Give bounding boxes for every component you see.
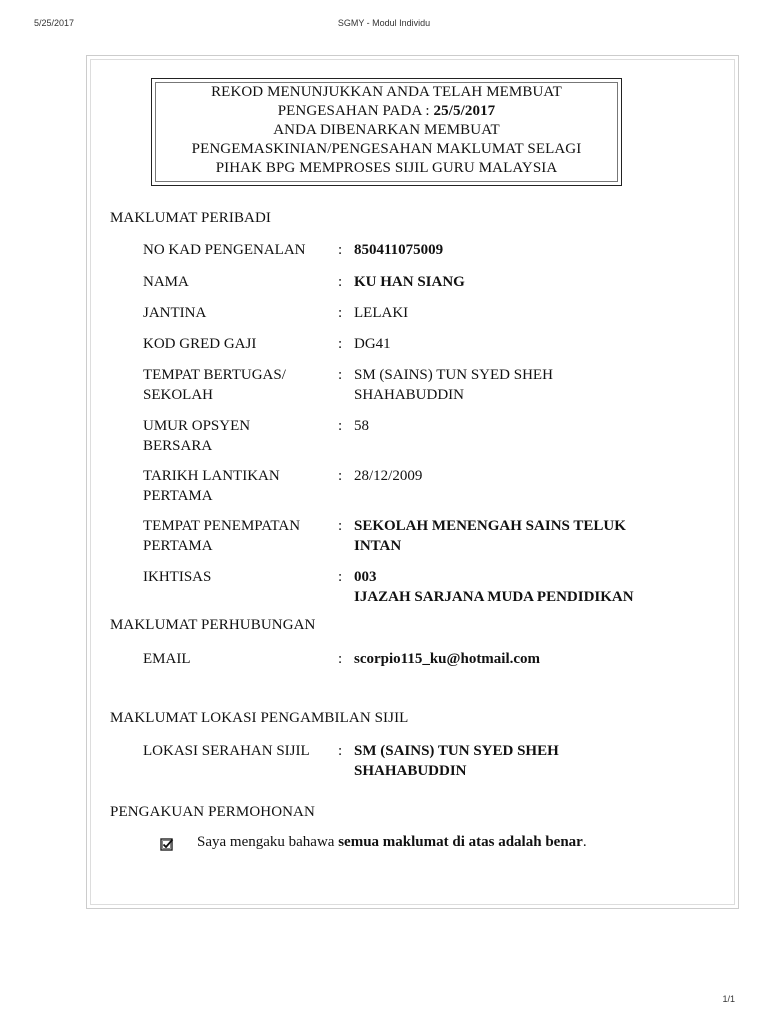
notice-line-3: ANDA DIBENARKAN MEMBUAT — [273, 122, 500, 138]
notice-line-4: PENGEMASKINIAN/PENGESAHAN MAKLUMAT SELAGI — [191, 141, 582, 157]
field-value: SM (SAINS) TUN SYED SHEH SHAHABUDDIN — [354, 743, 559, 779]
field-label: UMUR OPSYEN BERSARA — [143, 418, 251, 454]
print-title: SGMY - Modul Individu — [337, 18, 431, 28]
field-label: JANTINA — [143, 305, 207, 321]
notice-line-5: PIHAK BPG MEMPROSES SIJIL GURU MALAYSIA — [215, 160, 558, 176]
field-label: NO KAD PENGENALAN — [143, 242, 306, 258]
field-label: TEMPAT BERTUGAS/ SEKOLAH — [143, 367, 286, 403]
declaration-text: Saya mengaku bahawa semua maklumat di atas adalah benar. — [197, 834, 587, 850]
field-label: TARIKH LANTIKAN PERTAMA — [143, 468, 280, 504]
field-value: 58 — [354, 418, 369, 434]
field-label: KOD GRED GAJI — [143, 336, 257, 352]
field-value: SEKOLAH MENENGAH SAINS TELUK INTAN — [354, 518, 626, 554]
field-value: 28/12/2009 — [354, 468, 423, 484]
field-value: 850411075009 — [354, 242, 444, 258]
colon: : — [338, 743, 343, 759]
notice-line-1: REKOD MENUNJUKKAN ANDA TELAH MEMBUAT — [211, 84, 562, 100]
section-maklumat-peribadi: MAKLUMAT PERIBADI — [110, 210, 272, 226]
field-label: EMAIL — [143, 651, 191, 667]
print-page-number: 1/1 — [722, 994, 735, 1004]
field-value: DG41 — [354, 336, 391, 352]
field-value: LELAKI — [354, 305, 409, 321]
colon: : — [338, 418, 343, 434]
colon: : — [338, 336, 343, 352]
field-label: LOKASI SERAHAN SIJIL — [143, 743, 310, 759]
field-value: KU HAN SIANG — [354, 274, 465, 290]
field-value: scorpio115_ku@hotmail.com — [354, 651, 541, 667]
field-label: IKHTISAS — [143, 569, 212, 585]
colon: : — [338, 367, 343, 383]
print-date: 5/25/2017 — [34, 18, 75, 28]
field-label: TEMPAT PENEMPATAN PERTAMA — [143, 518, 301, 554]
colon: : — [338, 518, 343, 534]
section-maklumat-lokasi: MAKLUMAT LOKASI PENGAMBILAN SIJIL — [110, 710, 409, 726]
colon: : — [338, 569, 343, 585]
declaration-bold-text: semua maklumat di atas adalah benar — [338, 834, 583, 850]
notice-date: 25/5/2017 — [433, 103, 496, 119]
checkbox-checked-icon[interactable] — [160, 837, 174, 851]
section-pengakuan-permohonan: PENGAKUAN PERMOHONAN — [110, 804, 315, 820]
section-maklumat-perhubungan: MAKLUMAT PERHUBUNGAN — [110, 617, 316, 633]
field-value: 003 IJAZAH SARJANA MUDA PENDIDIKAN — [354, 569, 634, 605]
colon: : — [338, 651, 343, 667]
field-value: SM (SAINS) TUN SYED SHEH SHAHABUDDIN — [354, 367, 553, 403]
notice-line-2: PENGESAHAN PADA : 25/5/2017 — [277, 103, 496, 119]
colon: : — [338, 305, 343, 321]
colon: : — [338, 468, 343, 484]
notice-box — [151, 78, 622, 186]
colon: : — [338, 242, 343, 258]
field-label: NAMA — [143, 274, 189, 290]
colon: : — [338, 274, 343, 290]
